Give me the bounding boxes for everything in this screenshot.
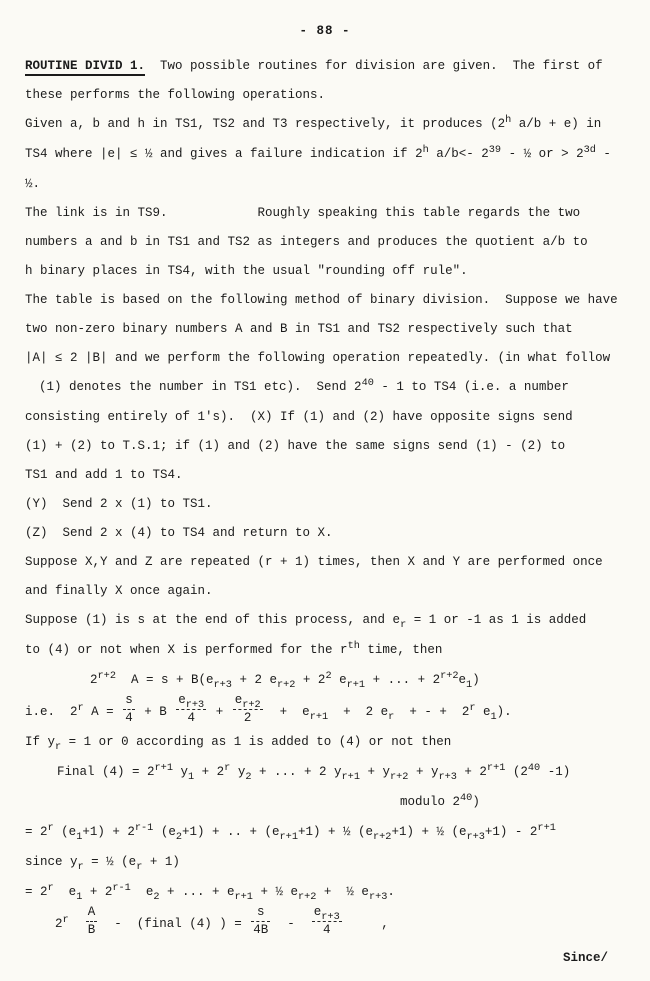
superscript: 40 xyxy=(527,761,541,774)
text-line: to (4) or not when X is performed for the $r^{th}$ time, then xyxy=(25,639,443,657)
subscript: 1 xyxy=(466,678,473,691)
fraction: $\frac{e_{r+3}}{4}$ xyxy=(178,693,205,726)
subscript: r+3 xyxy=(438,770,457,783)
superscript: r xyxy=(47,881,54,894)
subscript: 1 xyxy=(76,830,83,843)
subscript: r+3 xyxy=(321,910,340,923)
text-line: consisting entirely of 1's). (X) If (1) and (2) have opposite signs send xyxy=(25,410,573,424)
subscript: r+1 xyxy=(234,890,253,903)
subscript: r xyxy=(77,860,84,873)
text-line: |A| ≤ 2 |B| and we perform the following operation repeatedly. (in what follow xyxy=(25,351,611,365)
text-line: 2$^r$ $\frac{A}{B}$ - (final (4) ) = $\frac{s}{4B}$ - $\frac{e_{r+3}}{4}$ , xyxy=(55,904,389,938)
subscript: 1 xyxy=(188,770,195,783)
text-line: Suppose (1) is s at the end of this process, and $e_r = 1$ or -1 as 1 is added xyxy=(25,613,587,631)
superscript: h xyxy=(422,143,429,156)
text-line: Final $(4) = 2^{r+1}$ $y_1 + 2^r$ $y_2$ + ... + 2 $y_{r+1} + y_{r+2} + y_{r+3} + 2^{r+1}$ ($2^{40}$ -1) xyxy=(57,761,571,783)
text-line: The table is based on the following method of binary division. Suppose we have xyxy=(25,293,618,307)
subscript: r+3 xyxy=(185,698,205,711)
subscript: r xyxy=(136,860,143,873)
text-line: and finally X once again. xyxy=(25,584,213,598)
fraction: $\frac{A}{B}$ xyxy=(87,904,96,938)
superscript: h xyxy=(505,113,512,126)
superscript: r xyxy=(62,913,69,926)
text-line: numbers a and b in TS1 and TS2 as integers and produces the quotient a/b to xyxy=(25,235,588,249)
subscript: r+2 xyxy=(242,698,261,711)
subscript: r+2 xyxy=(372,830,392,843)
superscript: r+2 xyxy=(97,669,116,682)
superscript: r xyxy=(47,821,54,834)
superscript: r xyxy=(469,701,476,714)
text-line: $2^{r+2}$ $A = s + B(e_{r+3} + 2$ $e_{r+2} + 2^2$ $e_{r+1}$ + ... + $2^{r+2}e_1$) xyxy=(90,669,480,691)
document-body xyxy=(0,38,650,940)
fraction-bar xyxy=(123,709,135,710)
subscript: 2 xyxy=(175,830,182,843)
text-line: (Z) Send 2 x (4) to TS4 and return to X. xyxy=(25,526,333,540)
text-line: TS1 and add 1 to TS4. xyxy=(25,468,183,482)
superscript: 2 xyxy=(325,669,332,682)
subscript: r+3 xyxy=(213,678,232,691)
superscript: r+1 xyxy=(154,761,173,774)
fraction-bar xyxy=(86,921,98,922)
superscript: r-1 xyxy=(112,881,131,894)
subscript: r+3 xyxy=(368,890,388,903)
text-line: modulo $2^{40}$) xyxy=(400,791,480,809)
subscript: r xyxy=(388,710,395,723)
superscript: r xyxy=(224,761,231,774)
subscript: 2 xyxy=(245,770,252,783)
superscript: 3d xyxy=(583,143,596,156)
text-line: two non-zero binary numbers A and B in TS1 and TS2 respectively such that xyxy=(25,322,573,336)
superscript: th xyxy=(347,639,360,652)
text-line: (1) + (2) to T.S.1; if (1) and (2) have the same signs send (1) - (2) to xyxy=(25,439,566,453)
subscript: r+2 xyxy=(297,890,317,903)
page-number: - 88 - xyxy=(299,24,351,38)
text-line: ROUTINE DIVID 1. Two possible routines for division are given. The first of xyxy=(25,52,628,81)
subscript: r xyxy=(55,740,62,753)
fraction: $\frac{s}{4B}$ xyxy=(253,904,269,938)
superscript: 39 xyxy=(488,143,502,156)
subscript: r+1 xyxy=(346,678,366,691)
text-line: these performs the following operations. xyxy=(25,88,326,102)
superscript: r+1 xyxy=(537,821,556,834)
subscript: 1 xyxy=(76,890,83,903)
subscript: r+3 xyxy=(466,830,485,843)
section-heading: ROUTINE DIVID 1. xyxy=(25,59,145,76)
text-line: The link is in TS9. Roughly speaking this table regards the two xyxy=(25,206,581,220)
continuation-mark: Since/ xyxy=(562,951,608,965)
superscript: r+1 xyxy=(486,761,506,774)
text-line: Suppose X,Y and Z are repeated (r + 1) times, then X and Y are performed once xyxy=(25,555,603,569)
subscript: 1 xyxy=(490,710,497,723)
subscript: r+1 xyxy=(341,770,360,783)
fraction: $\frac{s}{4}$ xyxy=(125,693,133,726)
fraction: $\frac{e_{r+3}}{4}$ xyxy=(313,904,340,938)
text-line: = $2^r$ $(e_1+1) + 2^{r-1}$ $(e_2+1)$ + .. + $(e_{r+1}+1)$ + ½ $(e_{r+2}+1)$ + ½ $(e_{r+3}+1) - 2^{r+1}$ xyxy=(25,821,556,843)
subscript: r+1 xyxy=(309,710,329,723)
text-line: Given a, b and h in TS1, TS2 and T3 respectively, it produces (2$^h$ a/b + e) in xyxy=(25,113,602,131)
fraction-bar xyxy=(251,921,270,922)
text-line: TS4 where |e| ≤ ½ and gives a failure indication if 2$^h$ a/b<- $2^{39}$ - ½ or > $2^{3d}$ - ½. xyxy=(25,143,619,191)
text-line: (Y) Send 2 x (1) to TS1. xyxy=(25,497,213,511)
superscript: r xyxy=(77,701,84,714)
text-line: = $2^r$ $e_1 + 2^{r-1}$ $e_2$ + ... + $e_{r+1}$ + ½ $e_{r+2}$ + ½ $e_{r+3}$. xyxy=(25,881,395,903)
subscript: r xyxy=(400,618,407,631)
subscript: 2 xyxy=(153,890,160,903)
subscript: r+2 xyxy=(389,770,409,783)
text-line: since $y_r$ = ½ $(e_r + 1)$ xyxy=(25,854,180,873)
text-line: (1) denotes the number in TS1 etc). Send $2^{40} - 1$ to TS4 (i.e. a number xyxy=(39,376,569,394)
superscript: r-1 xyxy=(134,821,154,834)
text-line: i.e. 2$^r$ A = $\frac{s}{4}$ + B $\frac{e_{r+3}}{4}$ + $\frac{e_{r+2}}{2}$ + $e_{r+1} + 2$ $e_r$ + - + 2$^r$ $e_1$). xyxy=(25,693,512,726)
subscript: r+2 xyxy=(276,678,296,691)
text-line: h binary places in TS4, with the usual "rounding off rule". xyxy=(25,264,468,278)
subscript: r+1 xyxy=(279,830,298,843)
superscript: 40 xyxy=(460,791,473,804)
superscript: 40 xyxy=(361,376,374,389)
superscript: r+2 xyxy=(440,669,459,682)
fraction: $\frac{e_{r+2}}{2}$ xyxy=(234,693,261,726)
text-line: If $y_r = 1$ or 0 according as 1 is added to (4) or not then xyxy=(25,734,452,753)
